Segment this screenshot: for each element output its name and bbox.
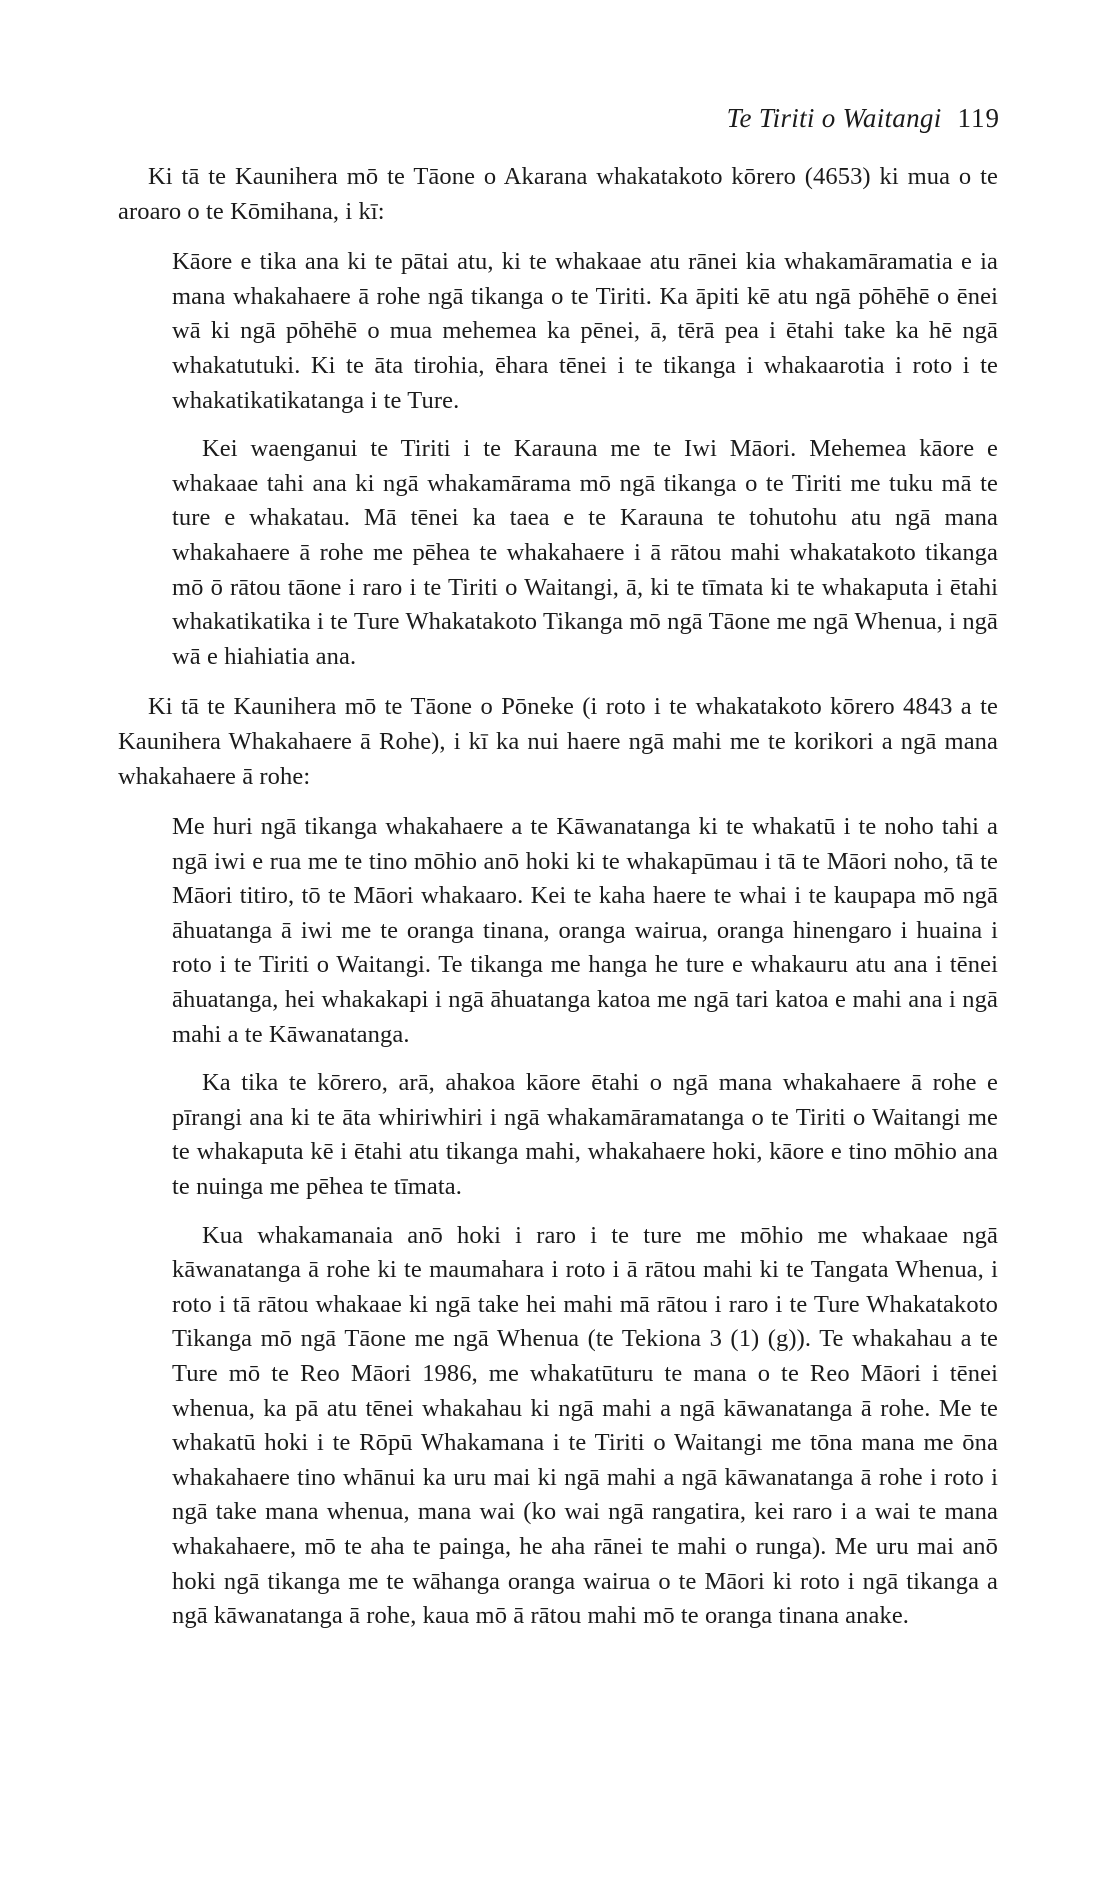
page-number: 119 bbox=[957, 103, 1000, 133]
paragraph-wellington-council: Ki tā te Kaunihera mō te Tāone o Pōneke (i roto i te whakatakoto kōrero 4843 a te Kaunihera Whakahaere ā Rohe), i kī ka nui haere ngā mahi me te korikori a ngā mana whakahaere ā rohe: bbox=[118, 693, 998, 790]
block-quote-auckland bbox=[172, 245, 998, 674]
paragraph-auckland-council: Ki tā te Kaunihera mō te Tāone o Akarana whakatakoto kōrero (4653) ki mua o te aroaro o te Kōmihana, i kī: bbox=[118, 163, 998, 225]
body-text bbox=[118, 160, 998, 1650]
running-head-title: Te Tiriti o Waitangi bbox=[726, 103, 942, 133]
quote-paragraph: Kāore e tika ana ki te pātai atu, ki te whakaae atu rānei kia whakamāramatia e ia mana whakahaere ā rohe ngā tikanga o te Tiriti. Ka āpiti kē atu ngā pōhēhē o ēnei wā ki ngā pōhēhē o mua mehemea ka pēnei, ā, tērā pea i ētahi take ka hē ngā whakatutuki. Ki te āta tirohia, ēhara tēnei i te tikanga i whakaarotia i roto i te whakatikatikatanga i te Ture. bbox=[172, 248, 998, 414]
block-quote-wellington bbox=[172, 810, 998, 1634]
quote-paragraph: Ka tika te kōrero, arā, ahakoa kāore ētahi o ngā mana whakahaere ā rohe e pīrangi ana ki te āta whiriwhiri i ngā whakamāramatanga o te Tiriti o Waitangi me te whakaputa kē i ētahi atu tikanga mahi, whakahaere hoki, kāore e tino mōhio ana te nuinga me pēhea te tīmata. bbox=[172, 1069, 998, 1201]
quote-paragraph: Me huri ngā tikanga whakahaere a te Kāwanatanga ki te whakatū i te noho tahi a ngā iwi e rua me te tino mōhio anō hoki ki te whakapūmau i tā te Māori noho, tā te Māori titiro, tō te Māori whakaaro. Kei te kaha haere te whai i te kaupapa mō ngā āhuatanga ā iwi me te oranga tinana, oranga wairua, oranga hinengaro i huaina i roto i te Tiriti o Waitangi. Te tikanga me hanga he ture e whakauru atu ana i tēnei āhuatanga, hei whakakapi i ngā āhuatanga katoa me ngā tari katoa e mahi ana i ngā mahi a te Kāwanatanga. bbox=[172, 813, 998, 1048]
quote-paragraph: Kua whakamanaia anō hoki i raro i te ture me mōhio me whakaae ngā kāwanatanga ā rohe ki te maumahara i roto i ā rātou mahi ki te Tangata Whenua, i roto i tā rātou whakaae ki ngā take hei mahi mā rātou i raro i te Ture Whakatakoto Tikanga mō ngā Tāone me ngā Whenua (te Tekiona 3 (1) (g)). Te whakahau a te Ture mō te Reo Māori 1986, me whakatūturu te mana o te Reo Māori i tēnei whenua, ka pā atu tēnei whakahau ki ngā mahi a ngā kāwanatanga ā rohe. Me te whakatū hoki i te Rōpū Whakamana i te Tiriti o Waitangi me tōna mana me ōna whakahaere tino whānui ka uru mai ki ngā mahi a ngā kāwanatanga ā rohe i roto i ngā take mana whenua, mana wai (ko wai ngā rangatira, kei raro i a wai te mana whakahaere, mō te aha te painga, he aha rānei te mahi o runga). Me uru mai anō hoki ngā tikanga me te wāhanga oranga wairua o te Māori ki roto i ngā tikanga a ngā kāwanatanga ā rohe, kaua mō ā rātou mahi mō te oranga tinana anake. bbox=[172, 1221, 998, 1630]
quote-paragraph: Kei waenganui te Tiriti i te Karauna me te Iwi Māori. Mehemea kāore e whakaae tahi ana ki ngā whakamārama mō ngā tikanga o te Tiriti me tuku mā te ture e whakatau. Mā tēnei ka taea e te Karauna te tohutohu atu ngā mana whakahaere ā rohe me pēhea te whakahaere i ā rātou mahi whakatakoto tikanga mō ō rātou tāone i raro i te Tiriti o Waitangi, ā, ki te tīmata ki te whakaputa i ētahi whakatikatika i te Ture Whakatakoto Tikanga mō ngā Tāone me ngā Whenua, i ngā wā e hiahiatia ana. bbox=[172, 435, 998, 670]
running-head bbox=[727, 100, 1000, 136]
